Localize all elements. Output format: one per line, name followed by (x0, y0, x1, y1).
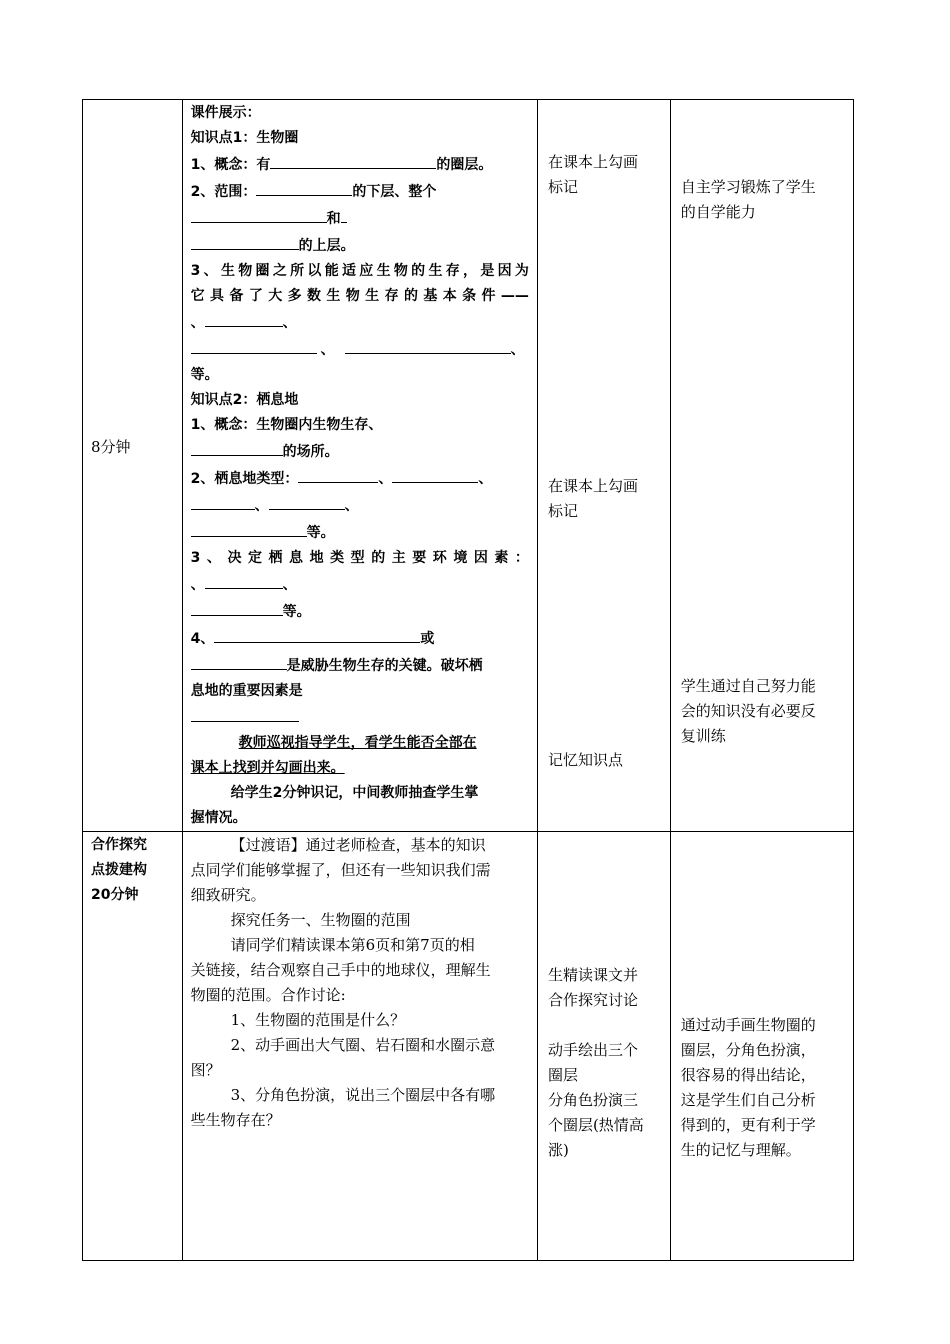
text-line (191, 704, 529, 731)
text-line: 知识点1：生物圈 (190, 130, 299, 146)
table-row (83, 832, 854, 1261)
text-line: 图？ (190, 1061, 221, 1079)
text-line: 3、决定栖息地类型的主要环境因素： (190, 550, 529, 566)
text-line: 的上层。 (191, 232, 529, 259)
student-note: 在课本上勾画 标记 (547, 477, 638, 520)
text-line: 些生物存在？ (190, 1111, 281, 1129)
text-line: 点同学们能够掌握了，但还有一些知识我们需 (190, 861, 491, 879)
content-text (183, 100, 537, 831)
intent-note: 学生通过自己努力能 会的知识没有必要反 复训练 (680, 677, 816, 745)
text-line: 息地的重要因素是 (190, 683, 303, 699)
text-line: 4、 或 (191, 625, 529, 652)
text-line: 握情况。 (190, 810, 247, 826)
design-intent-cell (670, 832, 853, 1261)
design-intent-cell (670, 100, 853, 832)
text-line: 3、分角色扮演，说出三个圈层中各有哪 (230, 1086, 496, 1104)
student-note: 生精读课文并 合作探究讨论 动手绘出三个 圈层 分角色扮演三 个圈层(热情高 涨) (547, 966, 644, 1159)
text-line: 物圈的范围。合作讨论: (190, 986, 346, 1004)
text-line: 细致研究。 (190, 886, 266, 904)
text-line: 1、概念：有 的圈层。 (191, 151, 529, 178)
text-line: 、 、 (191, 571, 529, 598)
stage-label: 合作探究 点拨建构 20分钟 (91, 837, 147, 903)
table-row (83, 100, 854, 832)
text-line: 1、概念：生物圈内生物生存、 (190, 417, 383, 433)
intent-note: 通过动手画生物圈的 圈层，分角色扮演， 很容易的得出结论， 这是学生们自己分析 得到的，更有利于学 生的记忆与理解。 (680, 1016, 816, 1159)
text-line: 3、生物圈之所以能适应生物的生存，是因为 (190, 263, 529, 279)
text-line: 和 (191, 205, 529, 232)
text-line: 2、范围： 的下层、整个 (191, 178, 529, 205)
text-line: 请同学们精读课本第6页和第7页的相 (230, 936, 475, 954)
text-line: 2、栖息地类型： 、 、 (191, 465, 529, 492)
text-line: 它具备了大多数生物生存的基本条件—— (190, 288, 529, 304)
time-cell (83, 832, 183, 1261)
text-line: 1、生物圈的范围是什么？ (230, 1011, 406, 1029)
student-activity-cell (537, 100, 670, 832)
text-line: 等。 (191, 519, 529, 546)
text-line: 、 、 (191, 309, 529, 336)
text-line: 课件展示： (190, 105, 261, 121)
content-cell (182, 832, 537, 1261)
text-line: 给学生2分钟识记，中间教师抽查学生掌 (230, 785, 479, 801)
text-line: 、 、 (191, 336, 529, 363)
text-line: 、 、 (191, 492, 529, 519)
text-line: 探究任务一、生物圈的范围 (230, 911, 411, 929)
intent-note: 自主学习锻炼了学生 的自学能力 (680, 178, 816, 221)
text-line: 关链接，结合观察自己手中的地球仪，理解生 (190, 961, 491, 979)
text-line: 知识点2：栖息地 (190, 392, 299, 408)
time-cell (83, 100, 183, 832)
content-text (183, 832, 537, 1133)
text-line: 是威胁生物生存的关键。破坏栖 (191, 652, 529, 679)
text-line: 的场所。 (191, 438, 529, 465)
content-cell (182, 100, 537, 832)
text-line: 等。 (190, 367, 219, 383)
text-line: 教师巡视指导学生，看学生能否全部在 (238, 735, 477, 751)
text-line: 等。 (191, 598, 529, 625)
text-line: 【过渡语】通过老师检查，基本的知识 (230, 836, 486, 854)
student-activity-cell (537, 832, 670, 1261)
student-note: 在课本上勾画 标记 (547, 153, 638, 196)
lesson-table (82, 99, 854, 1261)
text-line: 课本上找到并勾画出来。 (190, 760, 345, 776)
student-note: 记忆知识点 (547, 751, 623, 769)
text-line: 2、动手画出大气圈、岩石圈和水圈示意 (230, 1036, 496, 1054)
time-label: 8分钟 (91, 438, 131, 456)
